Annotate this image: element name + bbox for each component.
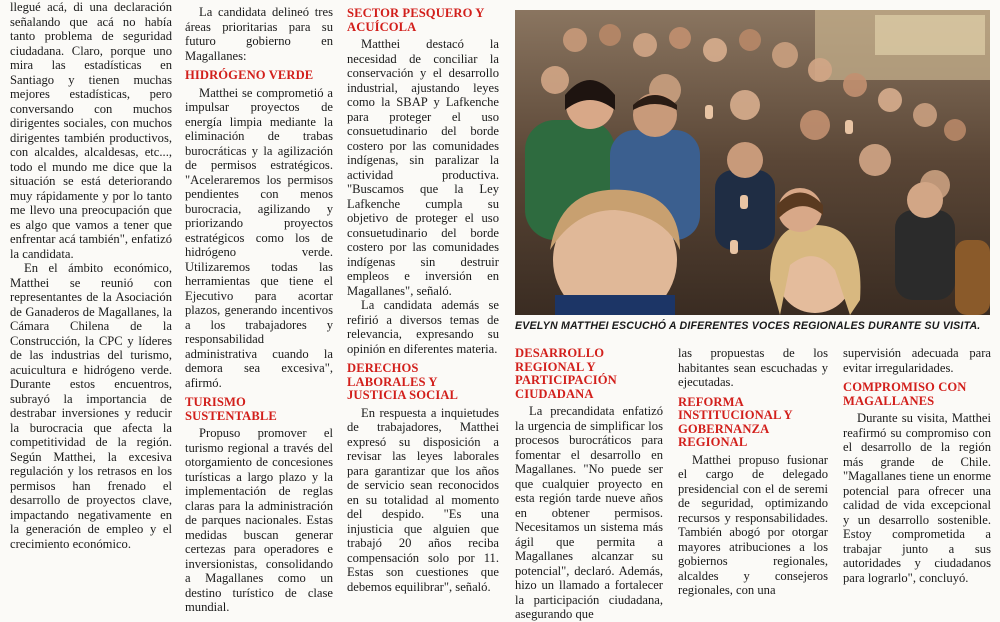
paragraph: La precandidata enfatizó la urgencia de simplificar los procesos burocráticos para fomentar el desarrollo en Magallanes. "No puede ser que cualquier proyecto en esta región tarde nueve años en obtener permisos. Necesitamos un sistema más ágil que permita a Magallanes alcanzar su potencial", declaró. Además, hizo un llamado a fortalecer la participación ciudadana, asegurando que: [515, 404, 663, 621]
column-6: [843, 344, 991, 585]
section-heading-desarrollo: DESARROLLO REGIONAL Y PARTICIPACIÓN CIUDADANA: [515, 346, 617, 401]
photo-caption: EVELYN MATTHEI ESCUCHÓ A DIFERENTES VOCES REGIONALES DURANTE SU VISITA.: [515, 320, 981, 332]
section-heading-pesquero: SECTOR PESQUERO Y ACUÍCOLA: [347, 6, 484, 34]
section-heading-hidrogeno: HIDRÓGENO VERDE: [185, 68, 314, 82]
paragraph: En el ámbito económico, Matthei se reunió con representantes de la Asociación de Ganaderos de Magallanes, la Cámara Chilena de la Construcción, la CPC y líderes de las industrias del turismo, acuicultura e hidrógeno verde. Durante estos encuentros, subrayó la importancia de destrabar inversiones y reducir la burocracia que afecta la competitividad de la región. Según Matthei, la excesiva regulación y los retrasos en los permisos han frenado el desarrollo de proyectos clave, impactando negativamente en la generación de empleo y el crecimiento económico.: [10, 261, 172, 551]
paragraph: supervisión adecuada para evitar irregularidades.: [843, 346, 991, 375]
paragraph: Matthei destacó la necesidad de conciliar la conservación y el desarrollo industrial, ajustando leyes como la SBAP y Lafkenche para proteger el uso consuetudinario del borde costero por las comunidades indígenas, sin paralizar la actividad productiva. "Buscamos que la Ley Lafkenche cumpla su objetivo de proteger el uso consuetudinario del borde costero por las comunidades indígenas sin destruir empleos e inversión en Magallanes", señaló.: [347, 37, 499, 298]
column-5: [678, 344, 828, 598]
paragraph: llegué acá, di una declaración señalando que acá no había tanto problema de seguridad ciudadana. Claro, porque uno mira las estadísticas en Santiago y tienen muchas mejores estadísticas, pero conversando con muchos dirigentes sociales, con muchos dirigentes también productivos, con alcaldes, alcaldesas, etc..., todo el mundo me dice que la situación se está deteriorando muy rápidamente y por lo tanto me llevo una preocupación que es algo que vamos a tener que enfrentar acá también", enfatizó la candidata.: [10, 0, 172, 261]
paragraph: En respuesta a inquietudes de trabajadores, Matthei expresó su disposición a revisar las leyes laborales para garantizar que los años de servicio sean reconocidos en su totalidad al momento del despido. "Es una injusticia que alguien que trabajó 20 años reciba compensación solo por 11. Estas son cuestiones que debemos equilibrar", señaló.: [347, 405, 499, 594]
section-heading-turismo: TURISMO SUSTENTABLE: [185, 395, 277, 423]
section-heading-compromiso: COMPROMISO CON MAGALLANES: [843, 380, 967, 408]
paragraph: Durante su visita, Matthei reafirmó su compromiso con el desarrollo de la región más grande de Chile. "Magallanes tiene un enorme potencial para ofrecer una calidad de vida excepcional y un desarrollo sostenible. Estoy comprometida a trabajar junto a sus autoridades y ciudadanos para lograrlo", concluyó.: [843, 411, 991, 585]
column-1: [10, 0, 172, 551]
paragraph: La candidata además se refirió a diversos temas de relevancia, expresando su opinión en diferentes materia.: [347, 298, 499, 356]
section-heading-laborales: DERECHOS LABORALES Y JUSTICIA SOCIAL: [347, 361, 459, 402]
column-2: [185, 0, 333, 615]
paragraph: las propuestas de los habitantes sean escuchadas y ejecutadas.: [678, 346, 828, 389]
event-photo: [515, 10, 990, 315]
paragraph: Propuso promover el turismo regional a través del otorgamiento de concesiones turísticas a largo plazo y la implementación de reglas claras para la administración de parques nacionales. Estas medidas buscan generar certezas para operadores e inversionistas, consolidando a Magallanes como un destino turístico de clase mundial.: [185, 426, 333, 614]
section-heading-reforma: REFORMA INSTITUCIONAL Y GOBERNANZA REGIONAL: [678, 394, 793, 449]
crowd-photo-illustration: [515, 10, 990, 315]
paragraph: Matthei se comprometió a impulsar proyectos de energía limpia mediante la eliminación de trabas burocráticas y la agilización de permisos estratégicos. "Aceleraremos los permisos pendientes con menos burocracia, agilizando y priorizando proyectos estratégicos como los de hidrógeno verde. Utilizaremos todas las herramientas que tiene el Ejecutivo para acortar plazos, generando incentivos a los trabajadores y responsabilidad administrativa cuando la demora sea excesiva", afirmó.: [185, 85, 333, 390]
paragraph: Matthei propuso fusionar el cargo de delegado presidencial con el de seremi de seguridad, optimizando recursos y responsabilidades. También abogó por otorgar mayores atribuciones a los gobiernos regionales, alcaldes y consejeros regionales, con una: [678, 452, 828, 597]
paragraph: La candidata delineó tres áreas prioritarias para su futuro gobierno en Magallanes:: [185, 5, 333, 63]
column-3: [347, 0, 499, 594]
column-4: [515, 344, 663, 622]
